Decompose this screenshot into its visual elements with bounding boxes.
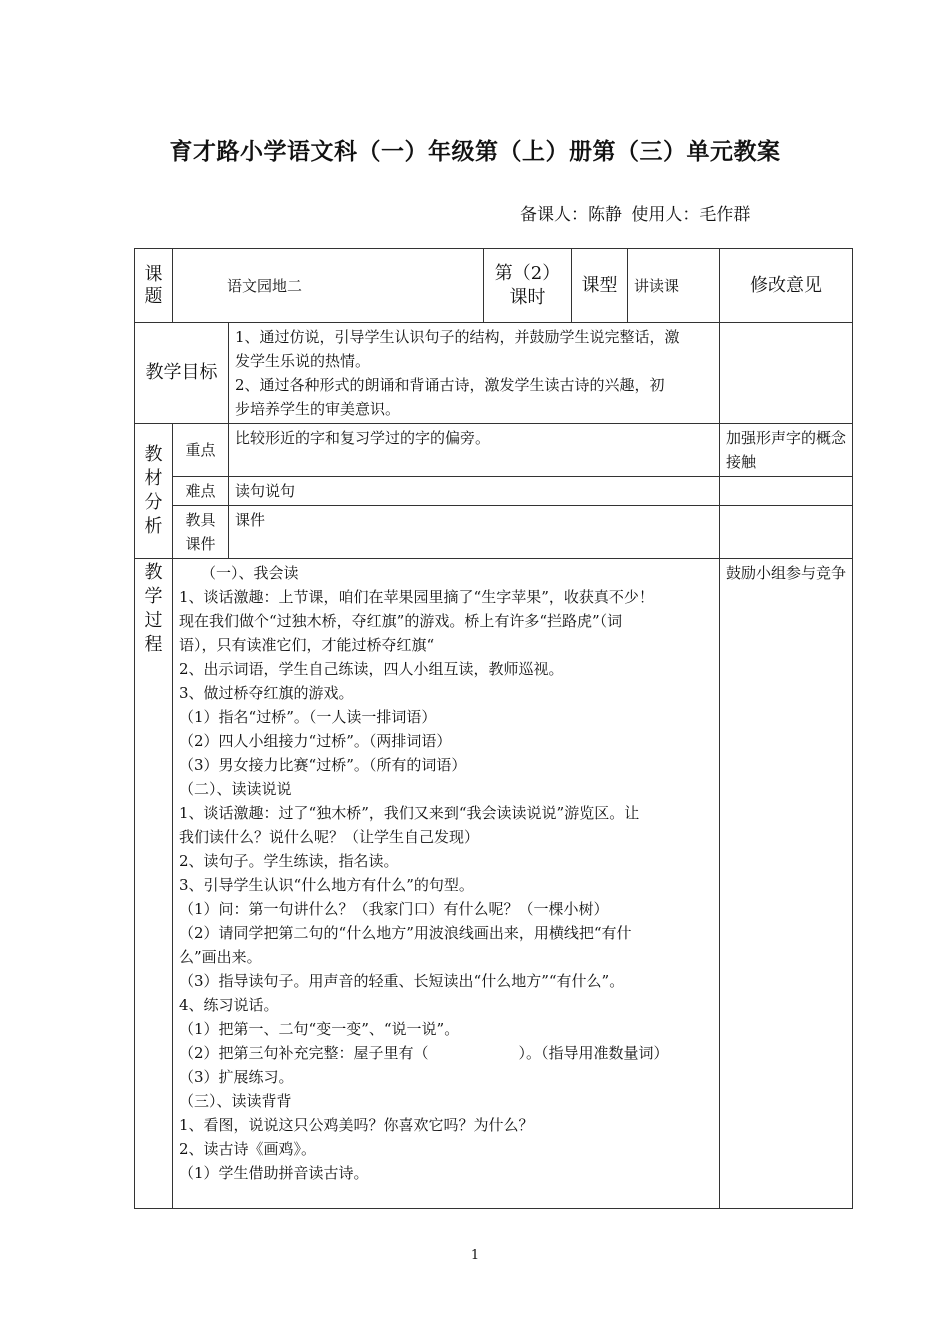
process-line: 4、练习说话。 — [179, 996, 279, 1014]
topic-label — [135, 249, 173, 323]
key-row — [135, 424, 853, 477]
page-title: 育才路小学语文科（一）年级第（上）册第（三）单元教案 — [169, 139, 781, 165]
process-line: 2、出示词语，学生自己练读，四人小组互读，教师巡视。 — [179, 660, 564, 678]
process-line: 2、读古诗《画鸡》。 — [179, 1140, 317, 1158]
page-number: 1 — [470, 1248, 480, 1263]
topic-value: 语文园地二 — [173, 249, 484, 323]
process-content — [173, 559, 720, 1209]
process-line: 2、读句子。学生练读，指名读。 — [179, 852, 399, 870]
type-value: 讲读课 — [628, 249, 720, 323]
process-line: （3）指导读句子。用声音的轻重、长短读出“什么地方”“有什么”。 — [179, 972, 625, 990]
goal-line: 1、通过仿说，引导学生认识句子的结构，并鼓励学生说完整话，激 — [235, 328, 680, 346]
header-row — [135, 249, 853, 323]
difficulty-revision — [720, 477, 853, 506]
process-line: （三）、读读背背 — [179, 1092, 292, 1110]
process-line: （2）请同学把第二句的“什么地方”用波浪线画出来，用横线把“有什 — [179, 924, 632, 942]
period-label — [484, 249, 572, 323]
process-line: 1、谈话激趣：过了“独木桥”，我们又来到“我会读读说说”游览区。让 — [179, 804, 640, 822]
process-line: （3）男女接力比赛“过桥”。（所有的词语） — [179, 756, 467, 774]
process-row — [135, 559, 853, 1209]
process-label — [135, 559, 173, 1209]
revision-label: 修改意见 — [720, 249, 853, 323]
process-line: 3、引导学生认识“什么地方有什么”的句型。 — [179, 876, 474, 894]
process-line: 么”画出来。 — [179, 948, 262, 966]
topic-label-text: 课题 — [144, 263, 163, 307]
difficulty-row — [135, 477, 853, 506]
difficulty-label: 难点 — [173, 477, 229, 506]
tools-value: 课件 — [229, 506, 720, 559]
analysis-label-text: 教材分析 — [144, 444, 163, 537]
process-line: 1、看图，说说这只公鸡美吗？你喜欢它吗？为什么？ — [179, 1116, 534, 1134]
goal-line: 发学生乐说的热情。 — [235, 352, 371, 370]
goals-row — [135, 323, 853, 424]
process-line: （2）把第三句补充完整：屋子里有（ ）。（指导用准数量词） — [179, 1044, 669, 1062]
process-line: 3、做过桥夺红旗的游戏。 — [179, 684, 354, 702]
goals-label: 教学目标 — [135, 323, 229, 424]
process-note: 鼓励小组参与竞争 — [720, 559, 853, 1209]
process-line: 我们读什么？说什么呢？（让学生自己发现） — [179, 828, 480, 846]
process-line: （1）学生借助拼音读古诗。 — [179, 1164, 369, 1182]
tools-row — [135, 506, 853, 559]
process-label-text: 教学过程 — [144, 562, 163, 655]
key-note: 加强形声字的概念接触 — [720, 424, 853, 477]
period-label-text: 第（2）课时 — [494, 262, 561, 308]
process-line: （1）把第一、二句“变一变”、“说一说”。 — [179, 1020, 460, 1038]
key-label: 重点 — [173, 424, 229, 477]
tools-label — [173, 506, 229, 559]
process-line: （1）问：第一句讲什么？（我家门口）有什么呢？（一棵小树） — [179, 900, 609, 918]
type-label: 课型 — [572, 249, 628, 323]
goals-revision — [720, 323, 853, 424]
process-line: （二）、读读说说 — [179, 780, 292, 798]
tools-revision — [720, 506, 853, 559]
process-line: 1、谈话激趣：上节课，咱们在苹果园里摘了“生字苹果”，收获真不少！ — [179, 588, 654, 606]
key-value: 比较形近的字和复习学过的字的偏旁。 — [229, 424, 720, 477]
author-line — [520, 200, 754, 225]
process-line: （3）扩展练习。 — [179, 1068, 294, 1086]
process-line: （2）四人小组接力“过桥”。（两排词语） — [179, 732, 452, 750]
preparer: 备课人：陈静 — [520, 205, 622, 225]
user: 使用人：毛作群 — [631, 205, 751, 225]
lesson-plan-table — [134, 248, 853, 1209]
process-line: 语），只有读准它们，才能过桥夺红旗“ — [179, 636, 435, 654]
difficulty-value: 读句说句 — [229, 477, 720, 506]
process-line: （一）、我会读 — [201, 564, 299, 582]
process-line: 现在我们做个“过独木桥，夺红旗”的游戏。桥上有许多“拦路虎”（词 — [179, 612, 623, 630]
tools-label-text: 教具课件 — [185, 511, 216, 553]
goals-content — [229, 323, 720, 424]
process-line: （1）指名“过桥”。（一人读一排词语） — [179, 708, 437, 726]
analysis-label — [135, 424, 173, 559]
goal-line: 步培养学生的审美意识。 — [235, 400, 401, 418]
goal-line: 2、通过各种形式的朗诵和背诵古诗，激发学生读古诗的兴趣，初 — [235, 376, 665, 394]
